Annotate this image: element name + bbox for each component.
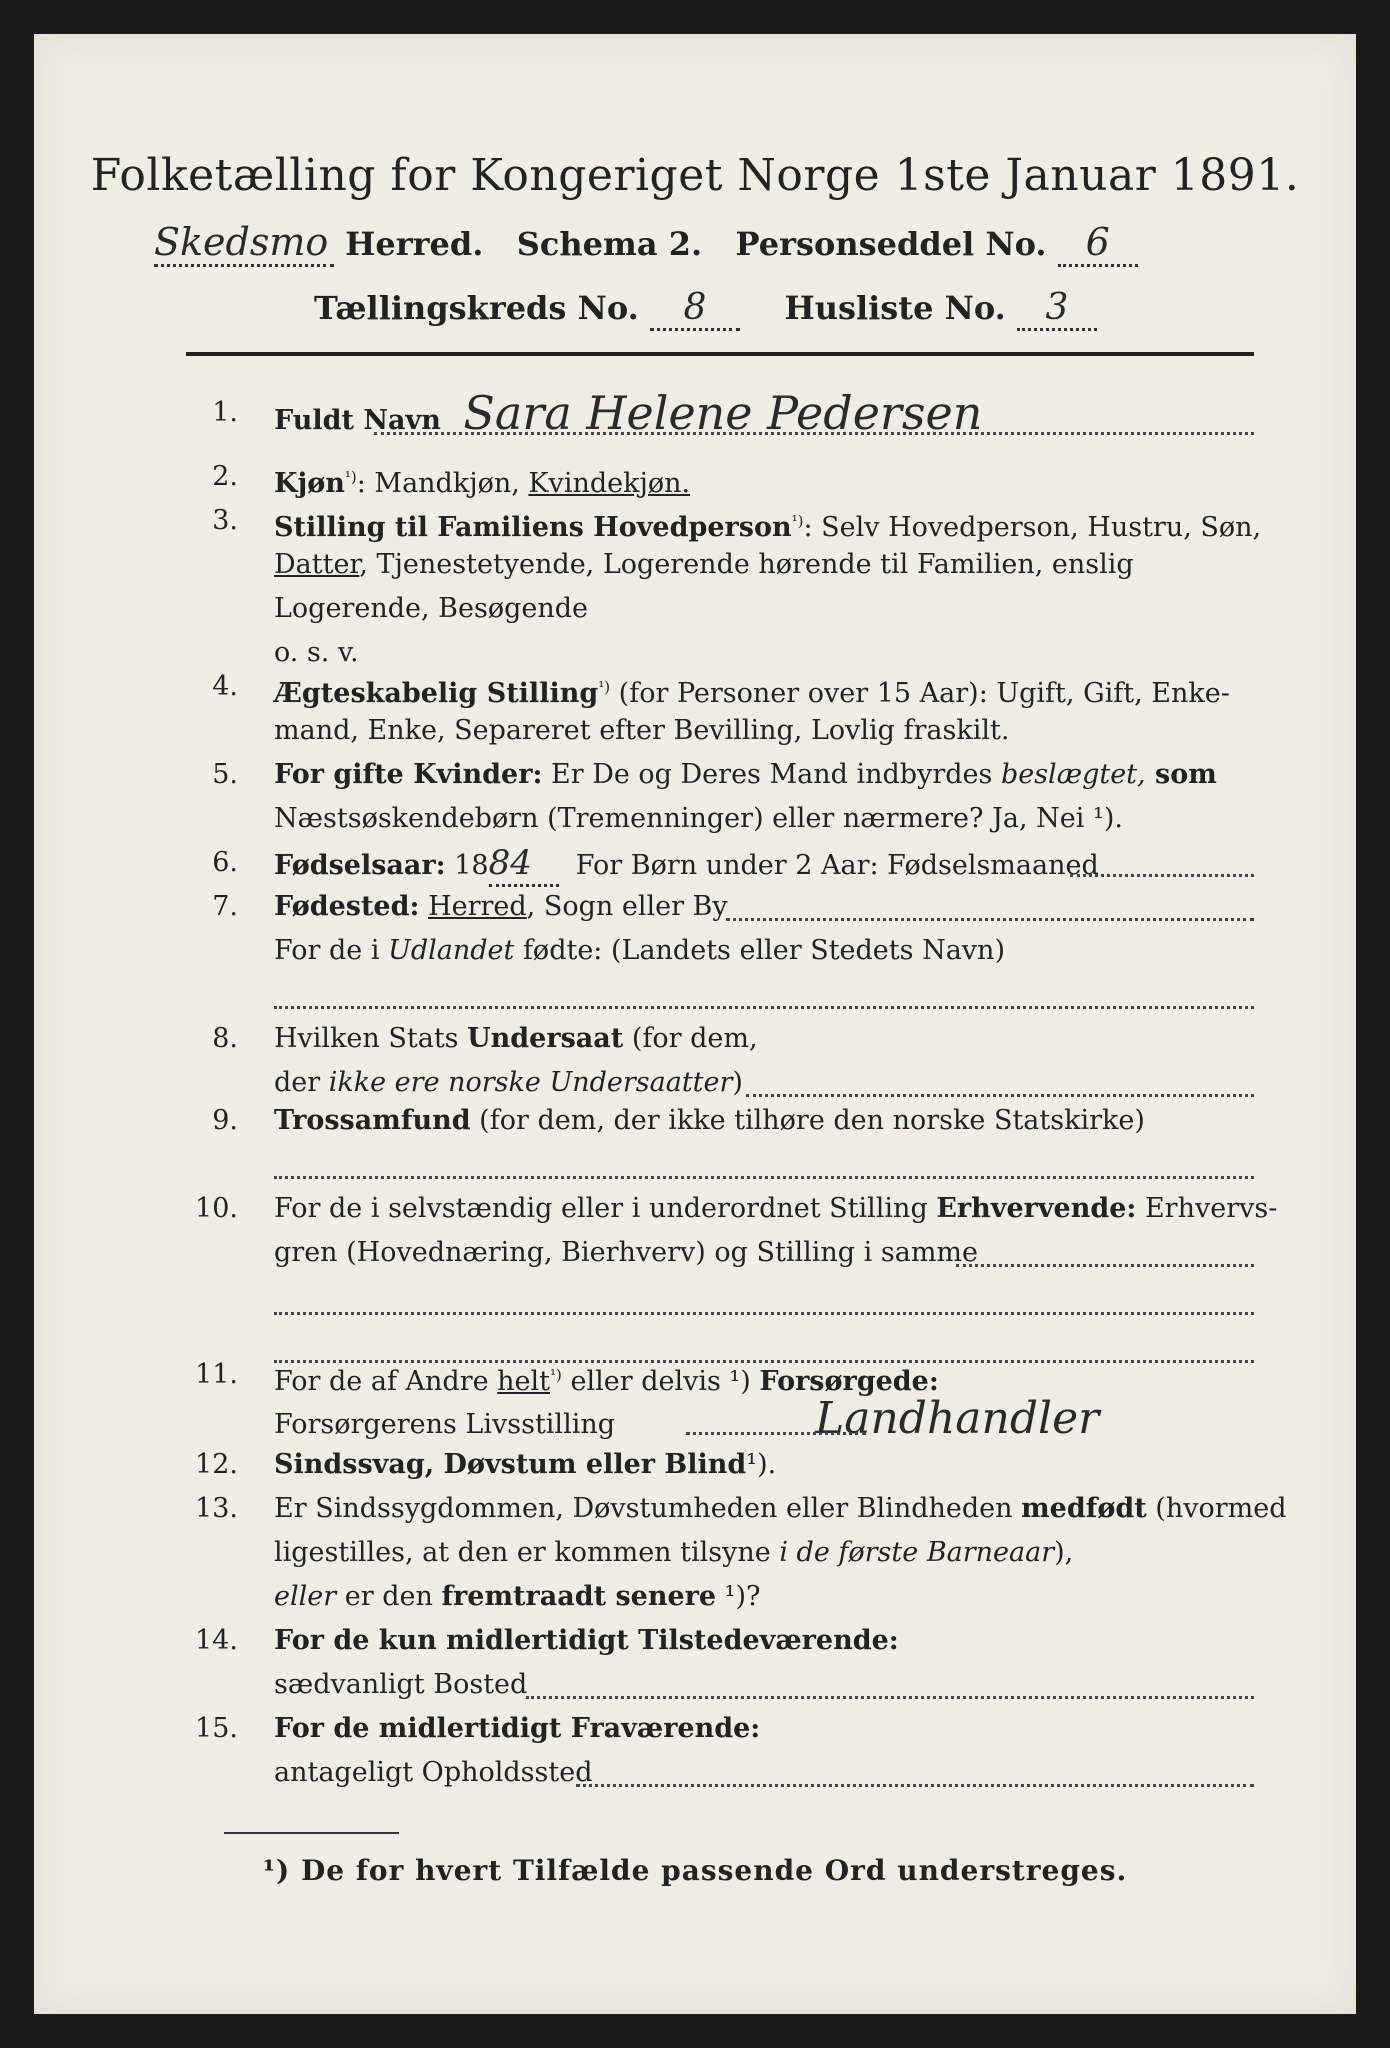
- line-2: mand, Enke, Separeret efter Bevilling, Lovlig fraskilt.: [274, 715, 1010, 746]
- item-number: 1.: [212, 397, 238, 428]
- header-line-herred: [154, 220, 1138, 267]
- fill-line: [726, 918, 1254, 921]
- line-2: gren (Hovednæring, Bierhverv) og Stilling i samme: [274, 1237, 979, 1268]
- item-label: For de kun midlertidigt Tilstedeværende:: [274, 1625, 899, 1656]
- page-title: Folketælling for Kongeriget Norge 1ste Januar 1891.: [90, 150, 1300, 201]
- line-1a: For de i selvstændig eller i underordnet Stilling: [274, 1193, 937, 1224]
- line-1-bold: medfødt: [1021, 1493, 1147, 1524]
- item-text: [274, 1018, 1254, 1060]
- line-3a: er den: [336, 1581, 442, 1612]
- line-2a: For de i: [274, 935, 389, 966]
- selected-gender: Kvindekjøn.: [528, 468, 691, 499]
- line-2b: fødte: (Landets eller Stedets Navn): [514, 935, 1005, 966]
- line-2-italic: ikke ere norske Undersaatter: [328, 1067, 733, 1098]
- line-1-italic: beslægtet,: [1000, 759, 1146, 790]
- line-2: Næstsøskendebørn (Tremenninger) eller nærmere? Ja, Nei ¹).: [274, 803, 1123, 834]
- full-name-value: Sara Helene Pedersen: [463, 386, 983, 440]
- item-number: 6.: [212, 847, 238, 878]
- line-4: o. s. v.: [274, 637, 359, 668]
- item-text: [274, 1488, 1287, 1530]
- husliste-number: 3: [1017, 287, 1097, 331]
- footnote-ref: ¹): [791, 512, 804, 530]
- line-1: : Selv Hovedperson, Hustru, Søn,: [803, 512, 1262, 543]
- item-text: [274, 1354, 1254, 1403]
- line-1-bold: Undersaat: [467, 1023, 624, 1054]
- selected-support: helt: [497, 1366, 551, 1397]
- item-text: [274, 1620, 1254, 1662]
- line-1a: Er Sindssygdommen, Døvstumheden eller Blindheden: [274, 1493, 1022, 1524]
- header-line-kreds: [314, 287, 1097, 331]
- kreds-label: Tællingskreds No.: [314, 289, 639, 327]
- item-text-2: [274, 1393, 1254, 1446]
- item-number: 13.: [195, 1493, 238, 1524]
- item-label: Sindssvag, Døvstum eller Blind: [274, 1449, 747, 1480]
- line-1-bold: Forsørgede:: [759, 1366, 939, 1397]
- line-1a: Er De og Deres Mand indbyrdes: [542, 759, 1001, 790]
- item-number: 3.: [212, 505, 238, 536]
- line-2: , Tjenestetyende, Logerende hørende til Familien, enslig: [359, 549, 1134, 580]
- line-3-bold: fremtraadt senere: [441, 1581, 717, 1612]
- provider-occupation-value: Landhandler: [815, 1393, 1100, 1444]
- item-text: [274, 666, 1254, 715]
- line-1b: Erhvervs-: [1136, 1193, 1278, 1224]
- line-1a: Hvilken Stats: [274, 1023, 468, 1054]
- item-number: 8.: [212, 1023, 238, 1054]
- item-number: 11.: [195, 1359, 238, 1390]
- item-label: Fødselsaar:: [274, 850, 446, 881]
- line-2a: der: [274, 1067, 329, 1098]
- item-text: [274, 754, 1254, 796]
- item-text: [274, 1444, 1254, 1486]
- item-number: 5.: [212, 759, 238, 790]
- census-form-sheet: [34, 34, 1356, 2014]
- item-text-2: [274, 544, 1254, 586]
- item-label: Fuldt Navn: [274, 405, 441, 436]
- item-text: [274, 456, 1254, 505]
- line-1a: For de af Andre: [274, 1366, 498, 1397]
- footnote-ref: ¹).: [746, 1449, 777, 1480]
- selected-position: Datter: [274, 549, 360, 580]
- item-number: 4.: [212, 671, 238, 702]
- line-2: sædvanligt Bosted: [274, 1669, 528, 1700]
- fill-line: [686, 1432, 866, 1435]
- fill-line: [374, 432, 1254, 435]
- fill-line: [1070, 874, 1254, 877]
- line-1-bold: Erhvervende:: [936, 1193, 1137, 1224]
- item-label: Ægteskabelig Stilling: [274, 678, 599, 709]
- item-number: 10.: [195, 1193, 238, 1224]
- item-label: Stilling til Familiens Hovedperson: [274, 512, 792, 543]
- line-2: antageligt Opholdssted: [274, 1757, 593, 1788]
- line-3b: ¹)?: [716, 1581, 761, 1612]
- item-text: [274, 1100, 1254, 1142]
- kreds-number: 8: [650, 287, 740, 331]
- item-label: Fødested:: [274, 891, 420, 922]
- footnote-ref: ¹): [598, 678, 611, 696]
- item-text-2: [274, 1532, 1254, 1574]
- item-number: 2.: [212, 461, 238, 492]
- fill-line: [956, 1264, 1254, 1267]
- line-2b: ),: [1054, 1537, 1074, 1568]
- fill-line: [526, 1696, 1254, 1699]
- item-text: [274, 1708, 1254, 1750]
- line-1-rest: (for dem, der ikke tilhøre den norske Statskirke): [470, 1105, 1145, 1136]
- footnote: ¹) De for hvert Tilfælde passende Ord understreges.: [262, 1854, 1128, 1887]
- item-label: For de midlertidigt Fraværende:: [274, 1713, 761, 1744]
- footnote-ref: ¹): [344, 468, 357, 486]
- gender-options: : Mandkjøn,: [356, 468, 529, 499]
- fill-line: [576, 1784, 1254, 1787]
- line-2a: ligestilles, at den er kommen tilsyne: [274, 1537, 780, 1568]
- item-text: [274, 500, 1262, 549]
- year-prefix: 18: [445, 850, 489, 881]
- line-1b: (hvormed: [1146, 1493, 1287, 1524]
- item-text: [274, 886, 1254, 928]
- item-number: 12.: [195, 1449, 238, 1480]
- birth-year-value: 84: [489, 842, 559, 887]
- selected-birthplace-type: Herred: [428, 891, 527, 922]
- birth-month-label: For Børn under 2 Aar: Fødselsmaaned: [575, 850, 1099, 881]
- item-text-2: [274, 930, 1254, 972]
- fill-line: [746, 1094, 1254, 1097]
- line-2-italic: Udlandet: [388, 935, 515, 966]
- item-label: Trossamfund: [274, 1105, 471, 1136]
- footnote-divider: [224, 1832, 399, 1834]
- item-number: 9.: [212, 1105, 238, 1136]
- fill-line-2: [274, 1312, 1254, 1315]
- item-number: 7.: [212, 891, 238, 922]
- herred-name: Skedsmo: [154, 220, 334, 267]
- item-label: Kjøn: [274, 468, 345, 499]
- item-text: [274, 1188, 1278, 1230]
- schema-label: Schema 2.: [516, 225, 703, 263]
- fill-line: [274, 1176, 1254, 1179]
- item-text-2: [274, 1062, 1254, 1104]
- line-2-italic: i de første Barneaar: [779, 1537, 1055, 1568]
- fill-line-2: [274, 1006, 1254, 1009]
- line-1b: som: [1145, 759, 1217, 790]
- line-2: Forsørgerens Livsstilling: [274, 1409, 616, 1440]
- item-number: 15.: [195, 1713, 238, 1744]
- husliste-label: Husliste No.: [784, 289, 1006, 327]
- line-3-italic: eller: [274, 1581, 337, 1612]
- line-1: (for Personer over 15 Aar): Ugift, Gift, Enke-: [610, 678, 1230, 709]
- line-1b: (for dem,: [623, 1023, 758, 1054]
- herred-label: Herred.: [345, 225, 484, 263]
- line-1b: eller delvis ¹): [561, 1366, 760, 1397]
- item-number: 14.: [195, 1625, 238, 1656]
- line-1-rest: , Sogn eller By: [526, 891, 728, 922]
- header-divider: [186, 352, 1254, 356]
- line-3: Logerende, Besøgende: [274, 593, 588, 624]
- personseddel-number: 6: [1058, 220, 1138, 267]
- footnote-ref: ¹): [550, 1366, 562, 1384]
- personseddel-label: Personseddel No.: [735, 225, 1047, 263]
- line-2b: ): [732, 1067, 743, 1098]
- item-text-3: [274, 1576, 1254, 1618]
- item-label: For gifte Kvinder:: [274, 759, 543, 790]
- item-text: [274, 842, 1254, 887]
